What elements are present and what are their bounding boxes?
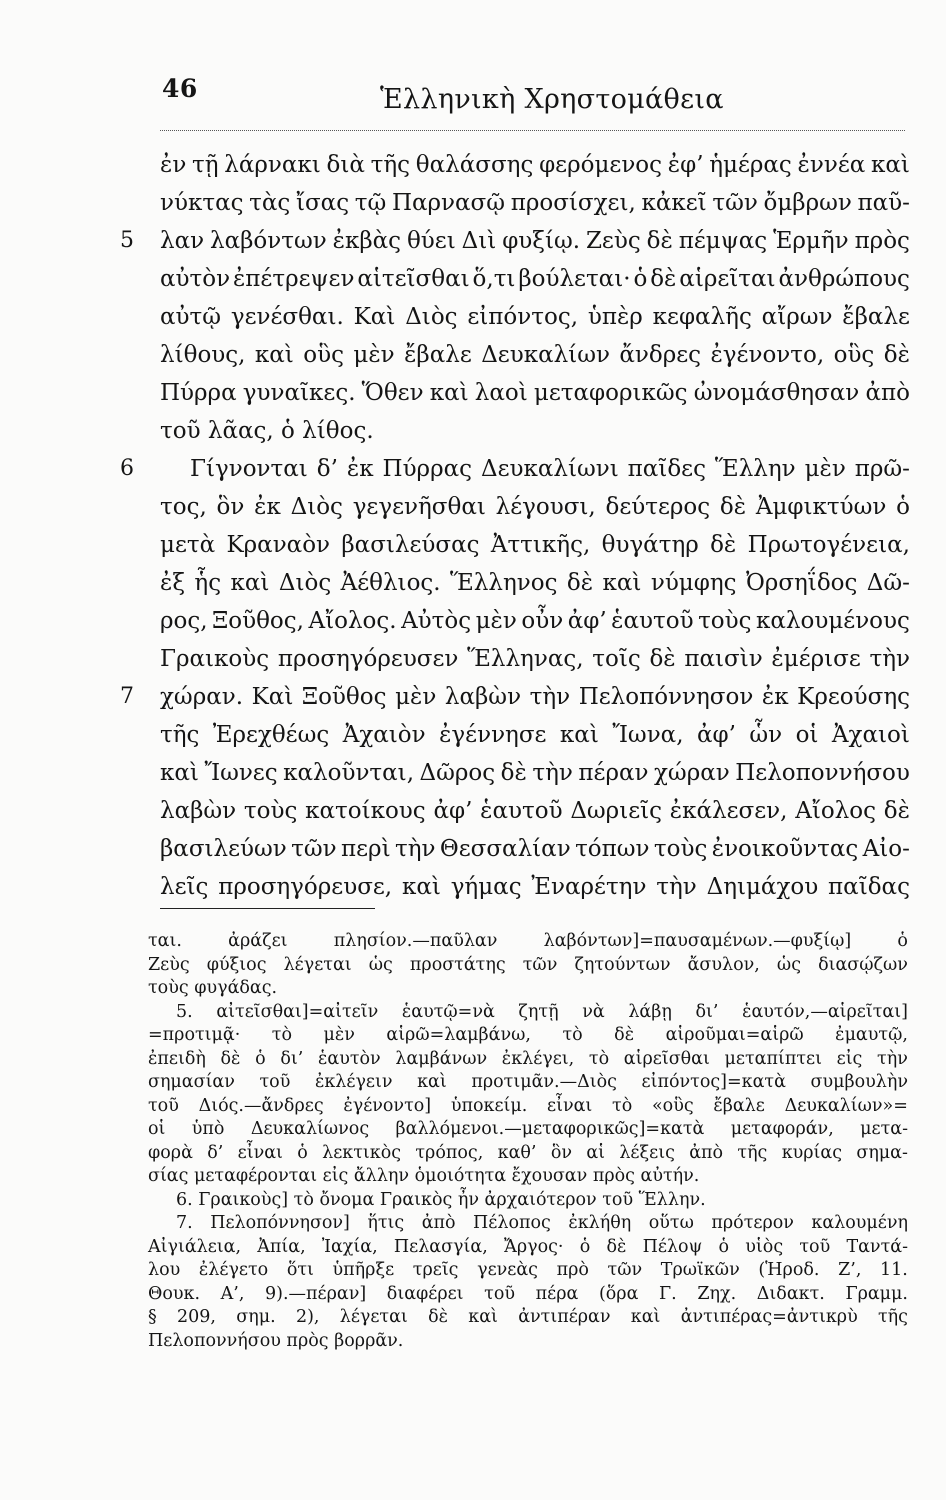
footnote-line: σημασίαν τοῦ ἐκλέγειν καὶ προτιμᾶν.—Διὸς εἰπόντος]=κατὰ συμβουλὴν [148,1072,908,1092]
page-header [0,0,946,140]
footnote-line [148,1189,908,1213]
body-line: καὶ Ἴωνες καλοῦνται, Δῶρος δὲ τὴν πέραν χώραν Πελοποννήσου [160,760,910,786]
footnote-line: 7. Πελοπόννησον] ἥτις ἀπὸ Πέλοπος ἐκλήθη οὕτω πρότερον καλουμένη [176,1213,908,1233]
footnote-rule [160,908,375,909]
body-line: αὐτῷ γενέσθαι. Καὶ Διὸς εἰπόντος, ὑπὲρ κεφαλῆς αἴρων ἔβαλε [160,304,910,330]
body-line: 5 λαν λαβόντων ἐκβὰς θύει Διὶ φυξίῳ. Ζεὺς δὲ πέμψας Ἑρμῆν πρὸς [160,222,910,260]
body-line: τῆς Ἐρεχθέως Ἀχαιὸν ἐγέννησε καὶ Ἴωνα, ἀφ’ ὧν οἱ Ἀχαιοὶ [160,722,910,748]
footnote-line: Αἰγιάλεια, Ἀπία, Ἰαχία, Πελασγία, Ἄργος· ὁ δὲ Πέλοψ ὁ υἱὸς τοῦ Ταντά- [148,1236,908,1257]
paragraph-number: 7 [120,684,134,709]
footnote-line: λου ἐλέγετο ὅτι ὑπῆρξε τρεῖς γενεὰς πρὸ τῶν Τρωϊκῶν (Ἡροδ. Ζ’, 11. [148,1260,908,1280]
footnote-line: 5. αἰτεῖσθαι]=αἰτεῖν ἑαυτῷ=νὰ ζητῇ νὰ λάβῃ δι’ ἑαυτόν,—αἱρεῖται] [176,1001,908,1022]
paragraph-number: 6 [120,456,134,481]
footnote-line: τοῦ Διός.—ἄνδρες ἐγένοντο] ὑποκείμ. εἶναι τὸ «οὓς ἔβαλε Δευκαλίων»= [148,1095,908,1116]
footnote-line-text: 6. Γραικοὺς] τὸ ὄνομα Γραικὸς ἦν ἀρχαιότερον τοῦ Ἕλλην. [176,1189,706,1210]
paragraph-number: 5 [120,228,134,253]
footnote-line: φορὰ δ’ εἶναι ὁ λεκτικὸς τρόπος, καθ’ ὃν αἱ λέξεις ἀπὸ τῆς κυρίας σημα- [148,1142,908,1163]
page-number: 46 [162,74,198,103]
footnote-line-text: τοὺς φυγάδας. [148,978,278,998]
body-line: τος, ὃν ἐκ Διὸς γεγενῆσθαι λέγουσι, δεύτερος δὲ Ἀμφικτύων ὁ [160,494,910,520]
footnote-line: § 209, σημ. 2), λέγεται δὲ καὶ ἀντιπέραν καὶ ἀντιπέρας=ἀντικρὺ τῆς [148,1307,908,1327]
body-line: λίθους, καὶ οὓς μὲν ἔβαλε Δευκαλίων ἄνδρες ἐγένοντο, οὓς δὲ [160,342,910,368]
body-line: 7 χώραν. Καὶ Ξοῦθος μὲν λαβὼν τὴν Πελοπόννησον ἐκ Κρεούσης [160,678,910,716]
main-text [120,146,910,906]
footnote-line: οἱ ὑπὸ Δευκαλίωνος βαλλόμενοι.—μεταφορικῶς]=κατὰ μεταφοράν, μετα- [148,1119,908,1139]
body-line: λεῖς προσηγόρευσε, καὶ γήμας Ἐναρέτην τὴν Δηιμάχου παῖδας [160,874,910,900]
body-line-text: τοῦ λᾶας, ὁ λίθος. [160,418,374,444]
footnote-line: ἐπειδὴ δὲ ὁ δι’ ἑαυτὸν λαμβάνων ἐκλέγει, τὸ αἱρεῖσθαι μεταπίπτει εἰς τὴν [148,1048,908,1069]
body-line: νύκτας τὰς ἴσας τῷ Παρνασῷ προσίσχει, κἀκεῖ τῶν ὄμβρων παῦ- [160,190,910,216]
body-line: βασιλεύων τῶν περὶ τὴν Θεσσαλίαν τόπων τοὺς ἐνοικοῦντας Αἰο- [160,836,910,862]
body-line: ἐν τῇ λάρνακι διὰ τῆς θαλάσσης φερόμενος ἐφ’ ἡμέρας ἐννέα καὶ [160,152,910,178]
footnote-line: Θουκ. Α’, 9).—πέραν] διαφέρει τοῦ πέρα (ὅρα Γ. Ζηχ. Διδακτ. Γραμμ. [148,1283,908,1304]
body-line [160,412,910,450]
running-title: Ἑλληνικὴ Χρηστομάθεια [380,84,724,115]
footnotes [148,930,908,1353]
footnote-line-text: Πελοποννήσου πρὸς βορρᾶν. [148,1330,404,1351]
body-line: αὐτὸν ἐπέτρεψεν αἱτεῖσθαι ὅ,τι βούλεται· ὁ δὲ αἱρεῖται ἀνθρώπους [160,266,910,292]
body-line: Πύρρα γυναῖκες. Ὅθεν καὶ λαοὶ μεταφορικῶς ὠνομάσθησαν ἀπὸ [160,380,910,406]
footnote-line [148,1330,908,1354]
body-line: Γραικοὺς προσηγόρευσεν Ἕλληνας, τοῖς δὲ παισὶν ἐμέρισε τὴν [160,646,910,672]
footnote-line [148,1165,908,1189]
footnote-line: ται. ἀράζει πλησίον.—παῦλαν λαβόντων]=παυσαμένων.—φυξίῳ] ὁ [148,931,908,951]
body-line: μετὰ Κραναὸν βασιλεύσας Ἀττικῆς, θυγάτηρ δὲ Πρωτογένεια, [160,532,910,558]
body-line: ἐξ ἧς καὶ Διὸς Ἀέθλιος. Ἕλληνος δὲ καὶ νύμφης Ὀρσηΐδος Δῶ- [160,570,910,596]
footnote-line: Ζεὺς φύξιος λέγεται ὡς προστάτης τῶν ζητούντων ἄσυλον, ὡς διασῴζων [148,954,908,975]
body-line: ρος, Ξοῦθος, Αἴολος. Αὐτὸς μὲν οὖν ἀφ’ ἑαυτοῦ τοὺς καλουμένους [160,608,910,634]
footnote-line-text: σίας μεταφέρονται εἰς ἄλλην ὁμοιότητα ἔχουσαν πρὸς αὐτήν. [148,1166,700,1186]
footnote-line [148,977,908,1001]
footnote-line: =προτιμᾷ· τὸ μὲν αἱρῶ=λαμβάνω, τὸ δὲ αἱροῦμαι=αἱρῶ ἐμαυτῷ, [148,1025,908,1045]
body-line: 6 Γίγνονται δ’ ἐκ Πύρρας Δευκαλίωνι παῖδες Ἕλλην μὲν πρῶ- [160,450,910,488]
header-rule [160,130,905,131]
body-line: λαβὼν τοὺς κατοίκους ἀφ’ ἑαυτοῦ Δωριεῖς ἐκάλεσεν, Αἴολος δὲ [160,798,910,824]
